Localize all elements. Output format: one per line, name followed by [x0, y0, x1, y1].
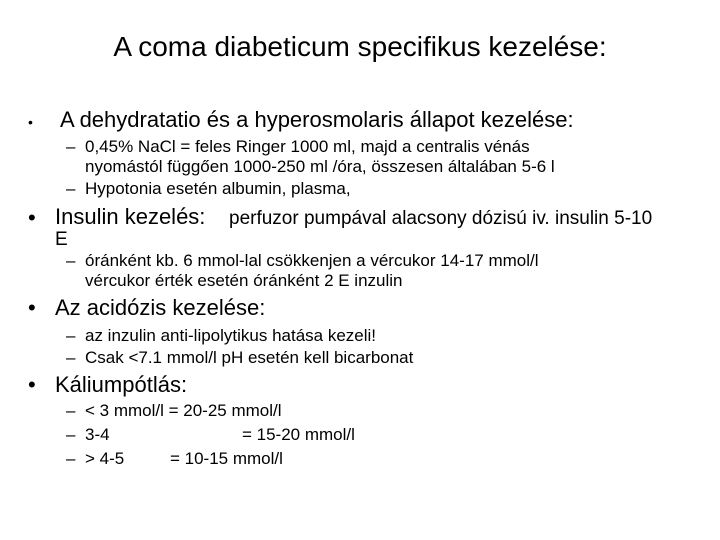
sub-line: vércukor érték esetén óránként 2 E inzulin — [85, 271, 403, 290]
dash-marker: – — [66, 251, 76, 270]
dash-marker: – — [66, 449, 76, 468]
sub-col2: = 10-15 mmol/l — [170, 449, 283, 468]
bullet-marker: • — [28, 295, 36, 320]
sub-line: 0,45% NaCl = feles Ringer 1000 ml, majd a centralis vénás — [85, 137, 530, 156]
sub-col1: < 3 mmol/l = 20-25 mmol/l — [85, 401, 282, 420]
bullet-text-cont: E — [55, 229, 68, 250]
sub-line: óránként kb. 6 mmol-lal csökkenjen a vércukor 14-17 mmol/l — [85, 251, 539, 270]
sub-line: Hypotonia esetén albumin, plasma, — [85, 179, 351, 198]
dash-marker: – — [66, 137, 76, 156]
sub-col1: > 4-5 — [85, 449, 125, 468]
bullet-text: Káliumpótlás: — [55, 372, 188, 397]
sub-line: az inzulin anti-lipolytikus hatása kezeli! — [85, 326, 377, 345]
bullet-text: Az acidózis kezelése: — [55, 295, 266, 320]
dash-marker: – — [66, 425, 76, 444]
slide-title: A coma diabeticum specifikus kezelése: — [113, 31, 607, 62]
bullet-text-small: perfuzor pumpával alacsony dózisú iv. insulin 5-10 — [229, 208, 653, 229]
dash-marker: – — [66, 401, 76, 420]
dash-marker: – — [66, 179, 76, 198]
sub-line: nyomástól függően 1000-250 ml /óra, összesen általában 5-6 l — [85, 157, 555, 176]
sub-col1: 3-4 — [85, 425, 110, 444]
sub-col2: = 15-20 mmol/l — [242, 425, 355, 444]
bullet-text-large: Insulin kezelés: — [55, 204, 206, 229]
bullet-text: A dehydratatio és a hyperosmolaris állapot kezelése: — [60, 107, 574, 132]
dash-marker: – — [66, 348, 76, 367]
sub-line: Csak <7.1 mmol/l pH esetén kell bicarbonat — [85, 348, 414, 367]
bullet-marker: • — [28, 372, 36, 397]
dash-marker: – — [66, 326, 76, 345]
bullet-marker: • — [28, 114, 33, 130]
bullet-marker: • — [28, 205, 36, 230]
